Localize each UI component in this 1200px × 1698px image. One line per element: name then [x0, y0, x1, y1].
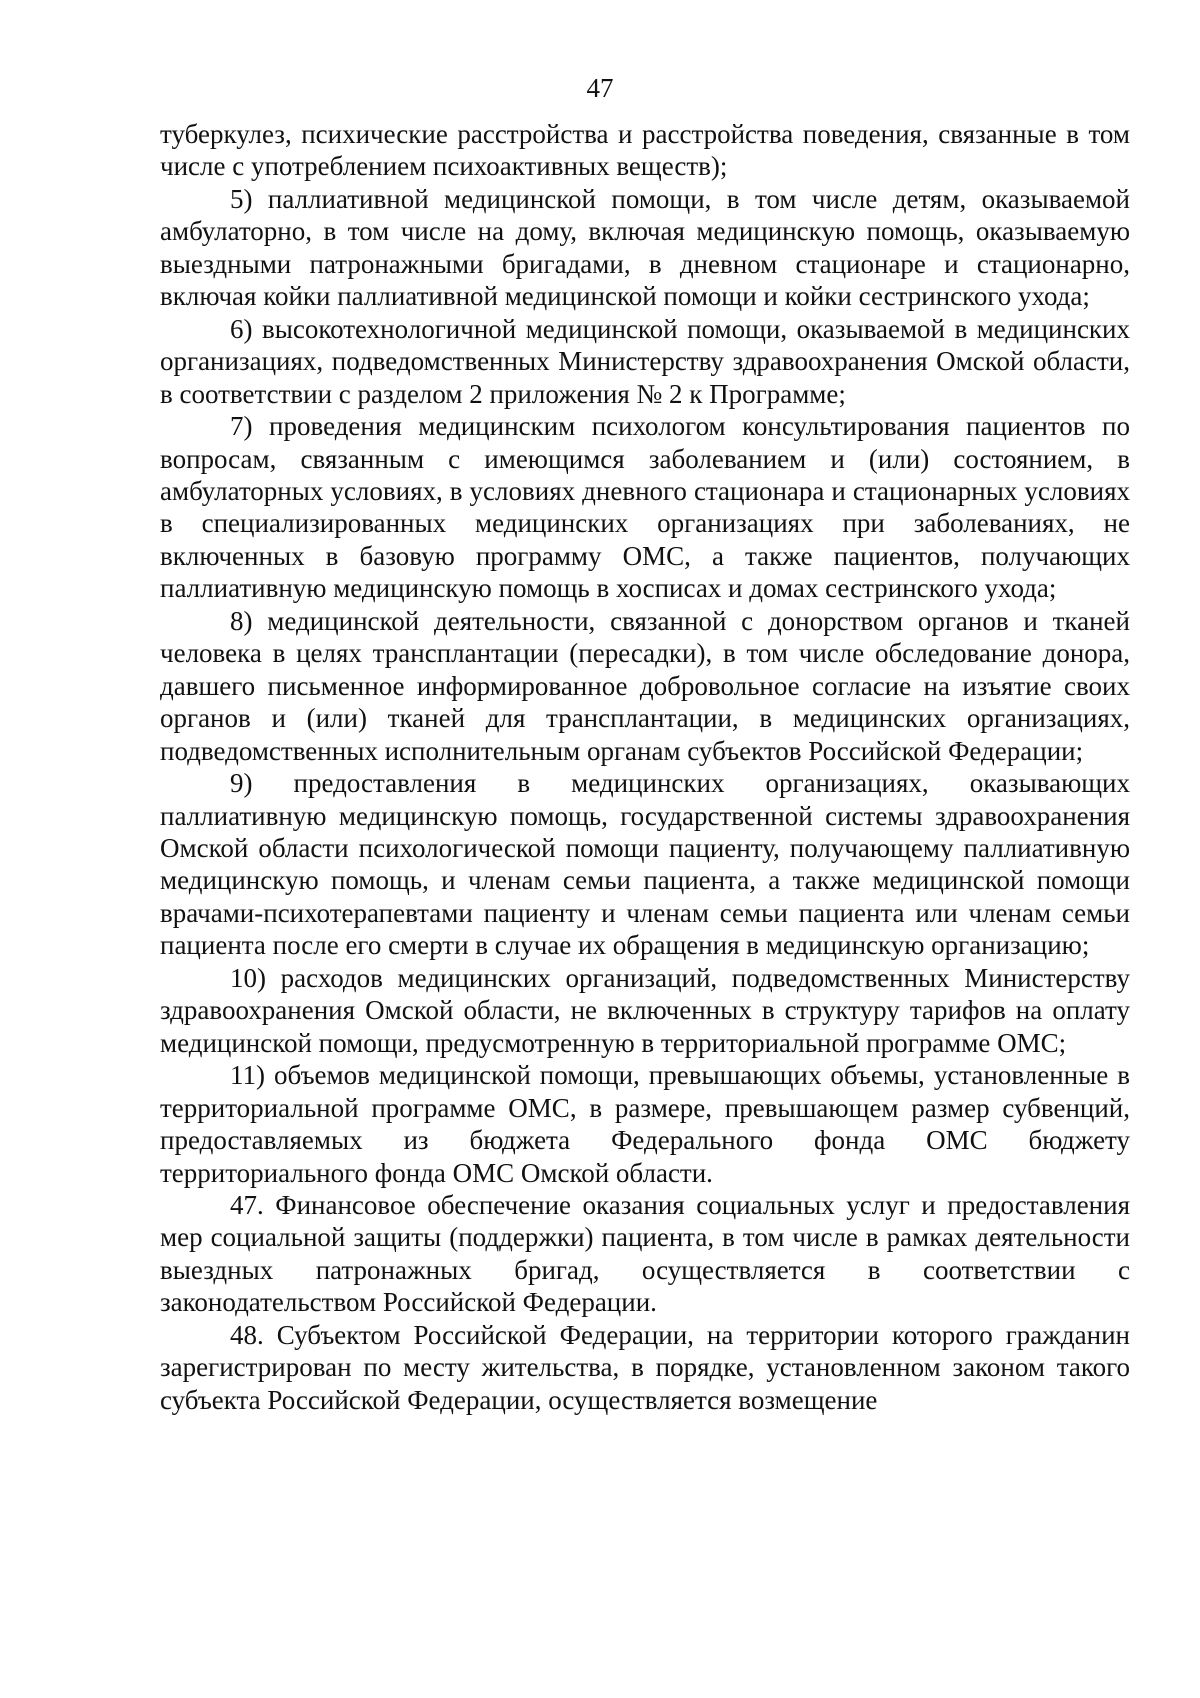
paragraph-item-8: 8) медицинской деятельности, связанной с донорством органов и тканей человека в целях трансплантации (пересадки), в том числе обследование донора, давшего письменное информированное добровольное согласие на изъятие своих органов и (или) тканей для трансплантации, в медицинских организациях, подведомственных исполнительным органам субъектов Российской Федерации; — [160, 605, 1130, 766]
document-body — [160, 118, 1130, 1416]
paragraph-item-5: 5) паллиативной медицинской помощи, в том числе детям, оказываемой амбулаторно, в том числе на дому, включая медицинскую помощь, оказываемую выездными патронажными бригадами, в дневном стационаре и стационарно, включая койки паллиативной медицинской помощи и койки сестринского ухода; — [160, 183, 1130, 312]
paragraph-section-47: 47. Финансовое обеспечение оказания социальных услуг и предоставления мер социальной защиты (поддержки) пациента, в том числе в рамках деятельности выездных патронажных бригад, осуществляется в соответствии с законодательством Российской Федерации. — [160, 1189, 1130, 1318]
paragraph-item-11: 11) объемов медицинской помощи, превышающих объемы, установленные в территориальной программе ОМС, в размере, превышающем размер субвенций, предоставляемых из бюджета Федерального фонда ОМС бюджету территориального фонда ОМС Омской области. — [160, 1060, 1130, 1188]
paragraph-item-6: 6) высокотехнологичной медицинской помощи, оказываемой в медицинских организациях, подведомственных Министерству здравоохранения Омской области, в соответствии с разделом 2 приложения № 2 к Программе; — [160, 313, 1130, 409]
paragraph-item-9: 9) предоставления в медицинских организациях, оказывающих паллиативную медицинскую помощь, государственной системы здравоохранения Омской области психологической помощи пациенту, получающему паллиативную медицинскую помощь, и членам семьи пациента, а также медицинской помощи врачами-психотерапевтами пациенту и членам семьи пациента или членам семьи пациента после его смерти в случае их обращения в медицинскую организацию; — [160, 768, 1130, 961]
paragraph-continuation: туберкулез, психические расстройства и расстройства поведения, связанные в том числе с употреблением психоактивных веществ); — [160, 119, 1130, 182]
paragraph-item-7: 7) проведения медицинским психологом консультирования пациентов по вопросам, связанным с имеющимся заболеванием и (или) состоянием, в амбулаторных условиях, в условиях дневного стационара и стационарных условиях в специализированных медицинских организациях при заболеваниях, не включенных в базовую программу ОМС, а также пациентов, получающих паллиативную медицинскую помощь в хосписах и домах сестринского ухода; — [160, 411, 1130, 604]
page-number: 47 — [586, 73, 614, 103]
paragraph-item-10: 10) расходов медицинских организаций, подведомственных Министерству здравоохранения Омской области, не включенных в структуру тарифов на оплату медицинской помощи, предусмотренную в территориальной программе ОМС; — [160, 962, 1130, 1058]
paragraph-section-48: 48. Субъектом Российской Федерации, на территории которого гражданин зарегистрирован по месту жительства, в порядке, установленном законом такого субъекта Российской Федерации, осуществляется возмещение — [160, 1319, 1130, 1415]
